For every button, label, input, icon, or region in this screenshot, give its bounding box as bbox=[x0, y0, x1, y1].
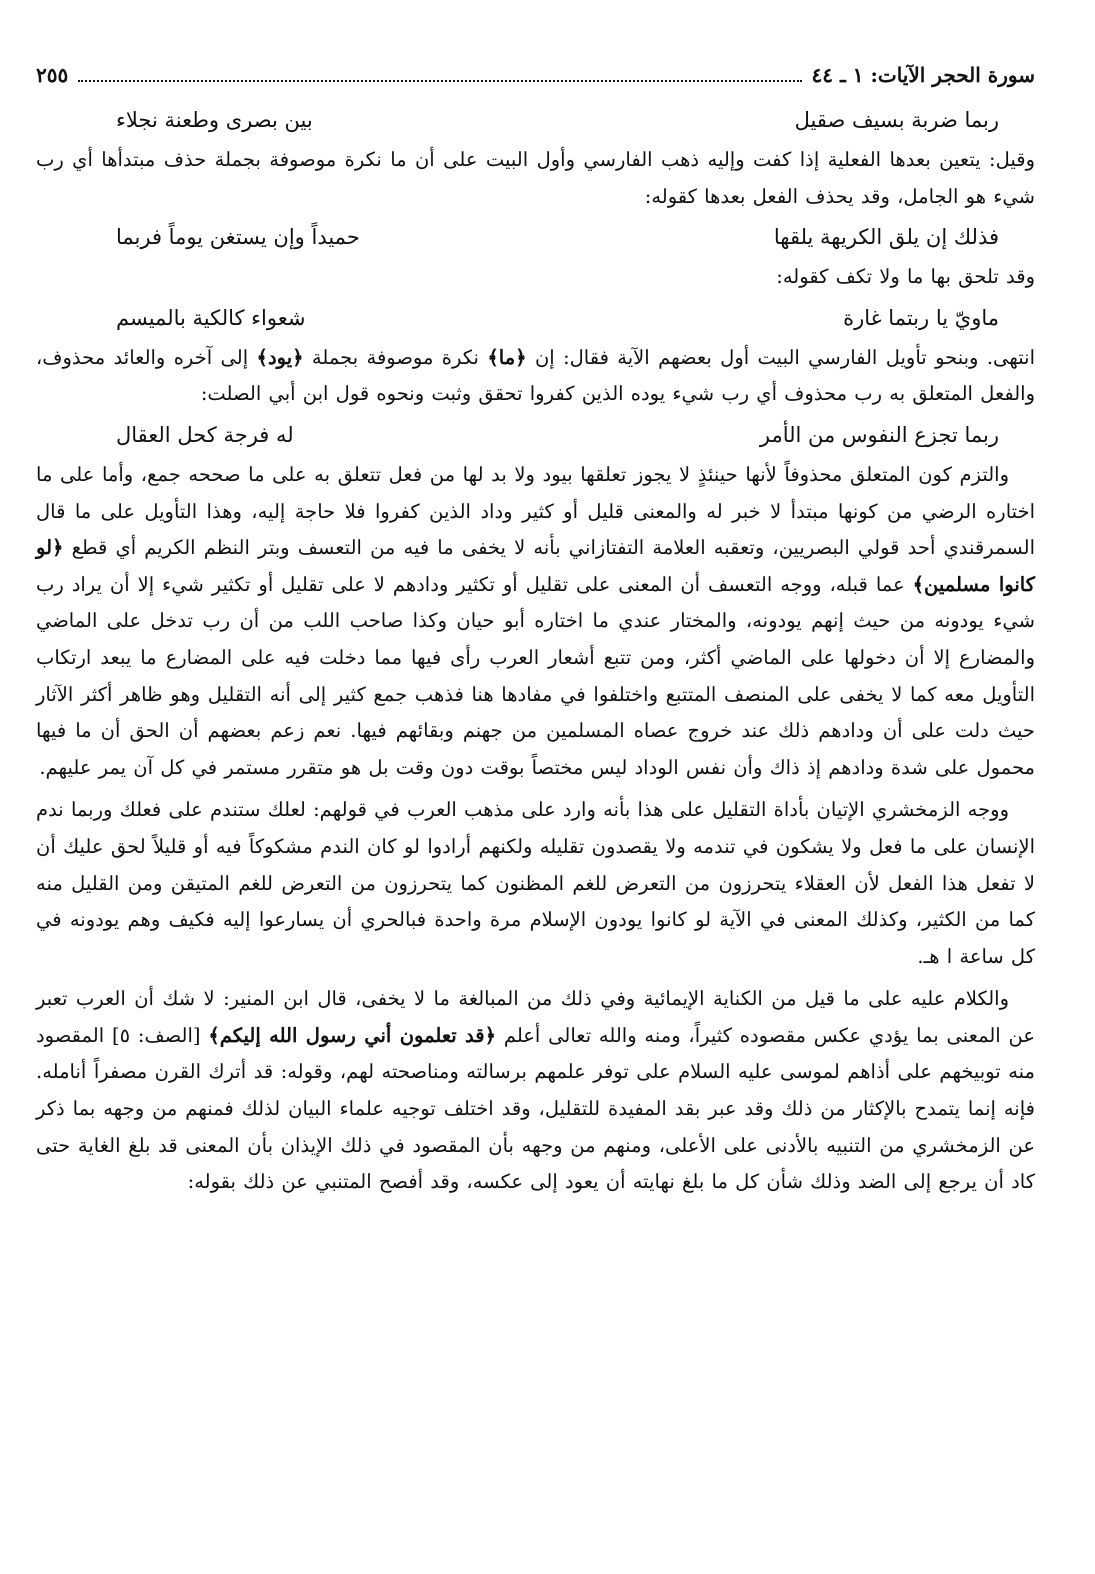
paragraph bbox=[36, 981, 1035, 1201]
verse-second-hemistich: حميداً وإن يستغن يوماً فربما bbox=[116, 225, 360, 250]
verse-line bbox=[116, 102, 999, 138]
quran-quote: ﴿ما﴾ bbox=[487, 345, 527, 369]
page-number: ٢٥٥ bbox=[36, 63, 69, 87]
paragraph: وقيل: يتعين بعدها الفعلية إذا كفت وإليه ذهب الفارسي وأول البيت على أن ما نكرة موصوفة بجملة حذف مبتدأها أي رب شيء هو الجامل، وقد يحذف الفعل بعدها كقوله: bbox=[36, 148, 1035, 208]
paragraph: وقد تلحق بها ما ولا تكف كقوله: bbox=[776, 265, 1035, 289]
verse-line bbox=[116, 417, 999, 453]
paragraph bbox=[36, 340, 1035, 413]
verse-second-hemistich: شعواء كالكية بالميسم bbox=[116, 305, 306, 330]
page-header bbox=[36, 58, 1035, 92]
header-dotted-leader bbox=[78, 80, 801, 82]
text-run: والكلام عليه على ما قيل من الكناية الإيمائية وفي ذلك من المبالغة ما لا يخفى، قال ابن المنير: لا شك أن العرب تعبر عن المعنى بما يؤدي عكس مقصوده كثيراً، ومنه والله تعالى أعلم bbox=[36, 987, 1035, 1047]
text-run: إلى آخره والعائد محذوف، والفعل المتعلق به رب محذوف أي رب شيء يوده الذين كفروا تحقق وثبت ونحوه قول ابن أبي الصلت: bbox=[36, 345, 1035, 406]
running-title: سورة الحجر الآيات: ١ ـ ٤٤ bbox=[811, 63, 1035, 87]
verse-first-hemistich: فذلك إن يلق الكريهة يلقها bbox=[773, 225, 999, 250]
paragraph: ووجه الزمخشري الإتيان بأداة التقليل على هذا بأنه وارد على مذهب العرب في قولهم: لعلك ستندم على فعلك وربما ندم الإنسان على ما فعل ولا يشكون في تندمه ولا يقصدون تقليله ولكنهم أرادوا لو كان الندم مشكوكاً فيه أو قليلاً لحق عليك أن لا تفعل هذا الفعل لأن العقلاء يتحرزون من التعرض للغم المظنون كما يتحرزون من التعرض للغم المتيقن ومن القليل منه كما من الكثير، وكذلك المعنى في الآية لو كانوا يودون الإسلام مرة واحدة فبالحري أن يسارعوا إليه فكيف وهم يودونه في كل ساعة ا هـ. bbox=[36, 798, 1035, 968]
quran-quote: ﴿قد تعلمون أني رسول الله إليكم﴾ bbox=[208, 1023, 497, 1047]
verse-second-hemistich: بين بصرى وطعنة نجلاء bbox=[116, 108, 313, 132]
text-run: [الصف: ٥] المقصود منه توبيخهم على أذاهم لموسى عليه السلام على توفر علمهم برسالته ومناصحته لهم، وقوله: قد أترك القرن مصفراً أنامله. فإنه إنما يتمدح بالإكثار من ذلك وقد عبر بقد المفيدة للتقليل، وقد اختلف توجيه علماء البيان لذلك فمنهم من وجهه بما ذكر عن الزمخشري من التنبيه بالأدنى على الأعلى، ومنهم من وجهه بأن المقصود في ذلك الإيذان بأن المعنى قد بلغ الغاية حتى كاد أن يرجع إلى الضد وذلك شأن كل ما بلغ نهايته أن يعود إلى عكسه، وقد أفصح المتنبي عن ذلك بقوله: bbox=[36, 1023, 1035, 1194]
text-run: نكرة موصوفة بجملة bbox=[303, 345, 488, 369]
verse-first-hemistich: ربما ضربة بسيف صقيل bbox=[794, 108, 999, 132]
verse-first-hemistich: ربما تجزع النفوس من الأمر bbox=[759, 422, 999, 447]
text-run: عما قبله، ووجه التعسف أن المعنى على تقليل أو تكثير ودادهم لا على تقليل أو تكثير شيء إلا أن يراد رب شيء يودونه من حيث إنهم يودونه، والمختار عندي ما اختاره أبو حيان وكذا صاحب اللب من أن رب تدخل على الماضي والمضارع إلا أن دخولها على الماضي أكثر، ومن تتبع أشعار العرب رأى فيها مما دخلت فيه على المضارع ما يبعد ارتكاب التأويل معه كما لا يخفى على المنصف المتتبع واختلفوا في مفادها هنا فذهب جمع كثير إلى أنه التقليل وهو ظاهر أكثر الآثار حيث دلت على أن ودادهم ذلك عند خروج عصاه المسلمين من جهنم وبقائهم فيها. نعم زعم بعضهم أن الحق أن ما فيها محمول على شدة ودادهم إذ ذاك وأن نفس الوداد ليس مختصاً بوقت دون وقت بل هو متقرر مستمر في كل آن يمر عليهم. bbox=[36, 572, 1035, 779]
text-run: انتهى. وبنحو تأويل الفارسي البيت أول بعضهم الآية فقال: إن bbox=[526, 345, 1035, 369]
paragraph bbox=[36, 457, 1035, 786]
verse-second-hemistich: له فرجة كحل العقال bbox=[116, 422, 294, 447]
verse-first-hemistich: ماويّ يا ربتما غارة bbox=[843, 305, 999, 330]
text-run: والتزم كون المتعلق محذوفاً لأنها حينئذٍ لا يجوز تعلقها بيود ولا بد لها من فعل تتعلق به على ما صححه جمع، وأما على ما اختاره الرضي من كونها مبتدأ لا خبر له والمعنى قليل أو كثير وداد الذين كفروا فلا حاجة إليه، وهذا التأويل على ما قال السمرقندي أحد قولي البصريين، وتعقبه العلامة التفتازاني بأنه لا يخفى ما فيه من التعسف وبتر النظم الكريم أي قطع bbox=[36, 462, 1035, 560]
quran-quote: ﴿يود﴾ bbox=[256, 345, 304, 369]
verse-line bbox=[116, 300, 999, 336]
quran-quote: ﴿لو كانوا مسلمين﴾ bbox=[36, 536, 1035, 596]
verse-line bbox=[116, 219, 999, 255]
